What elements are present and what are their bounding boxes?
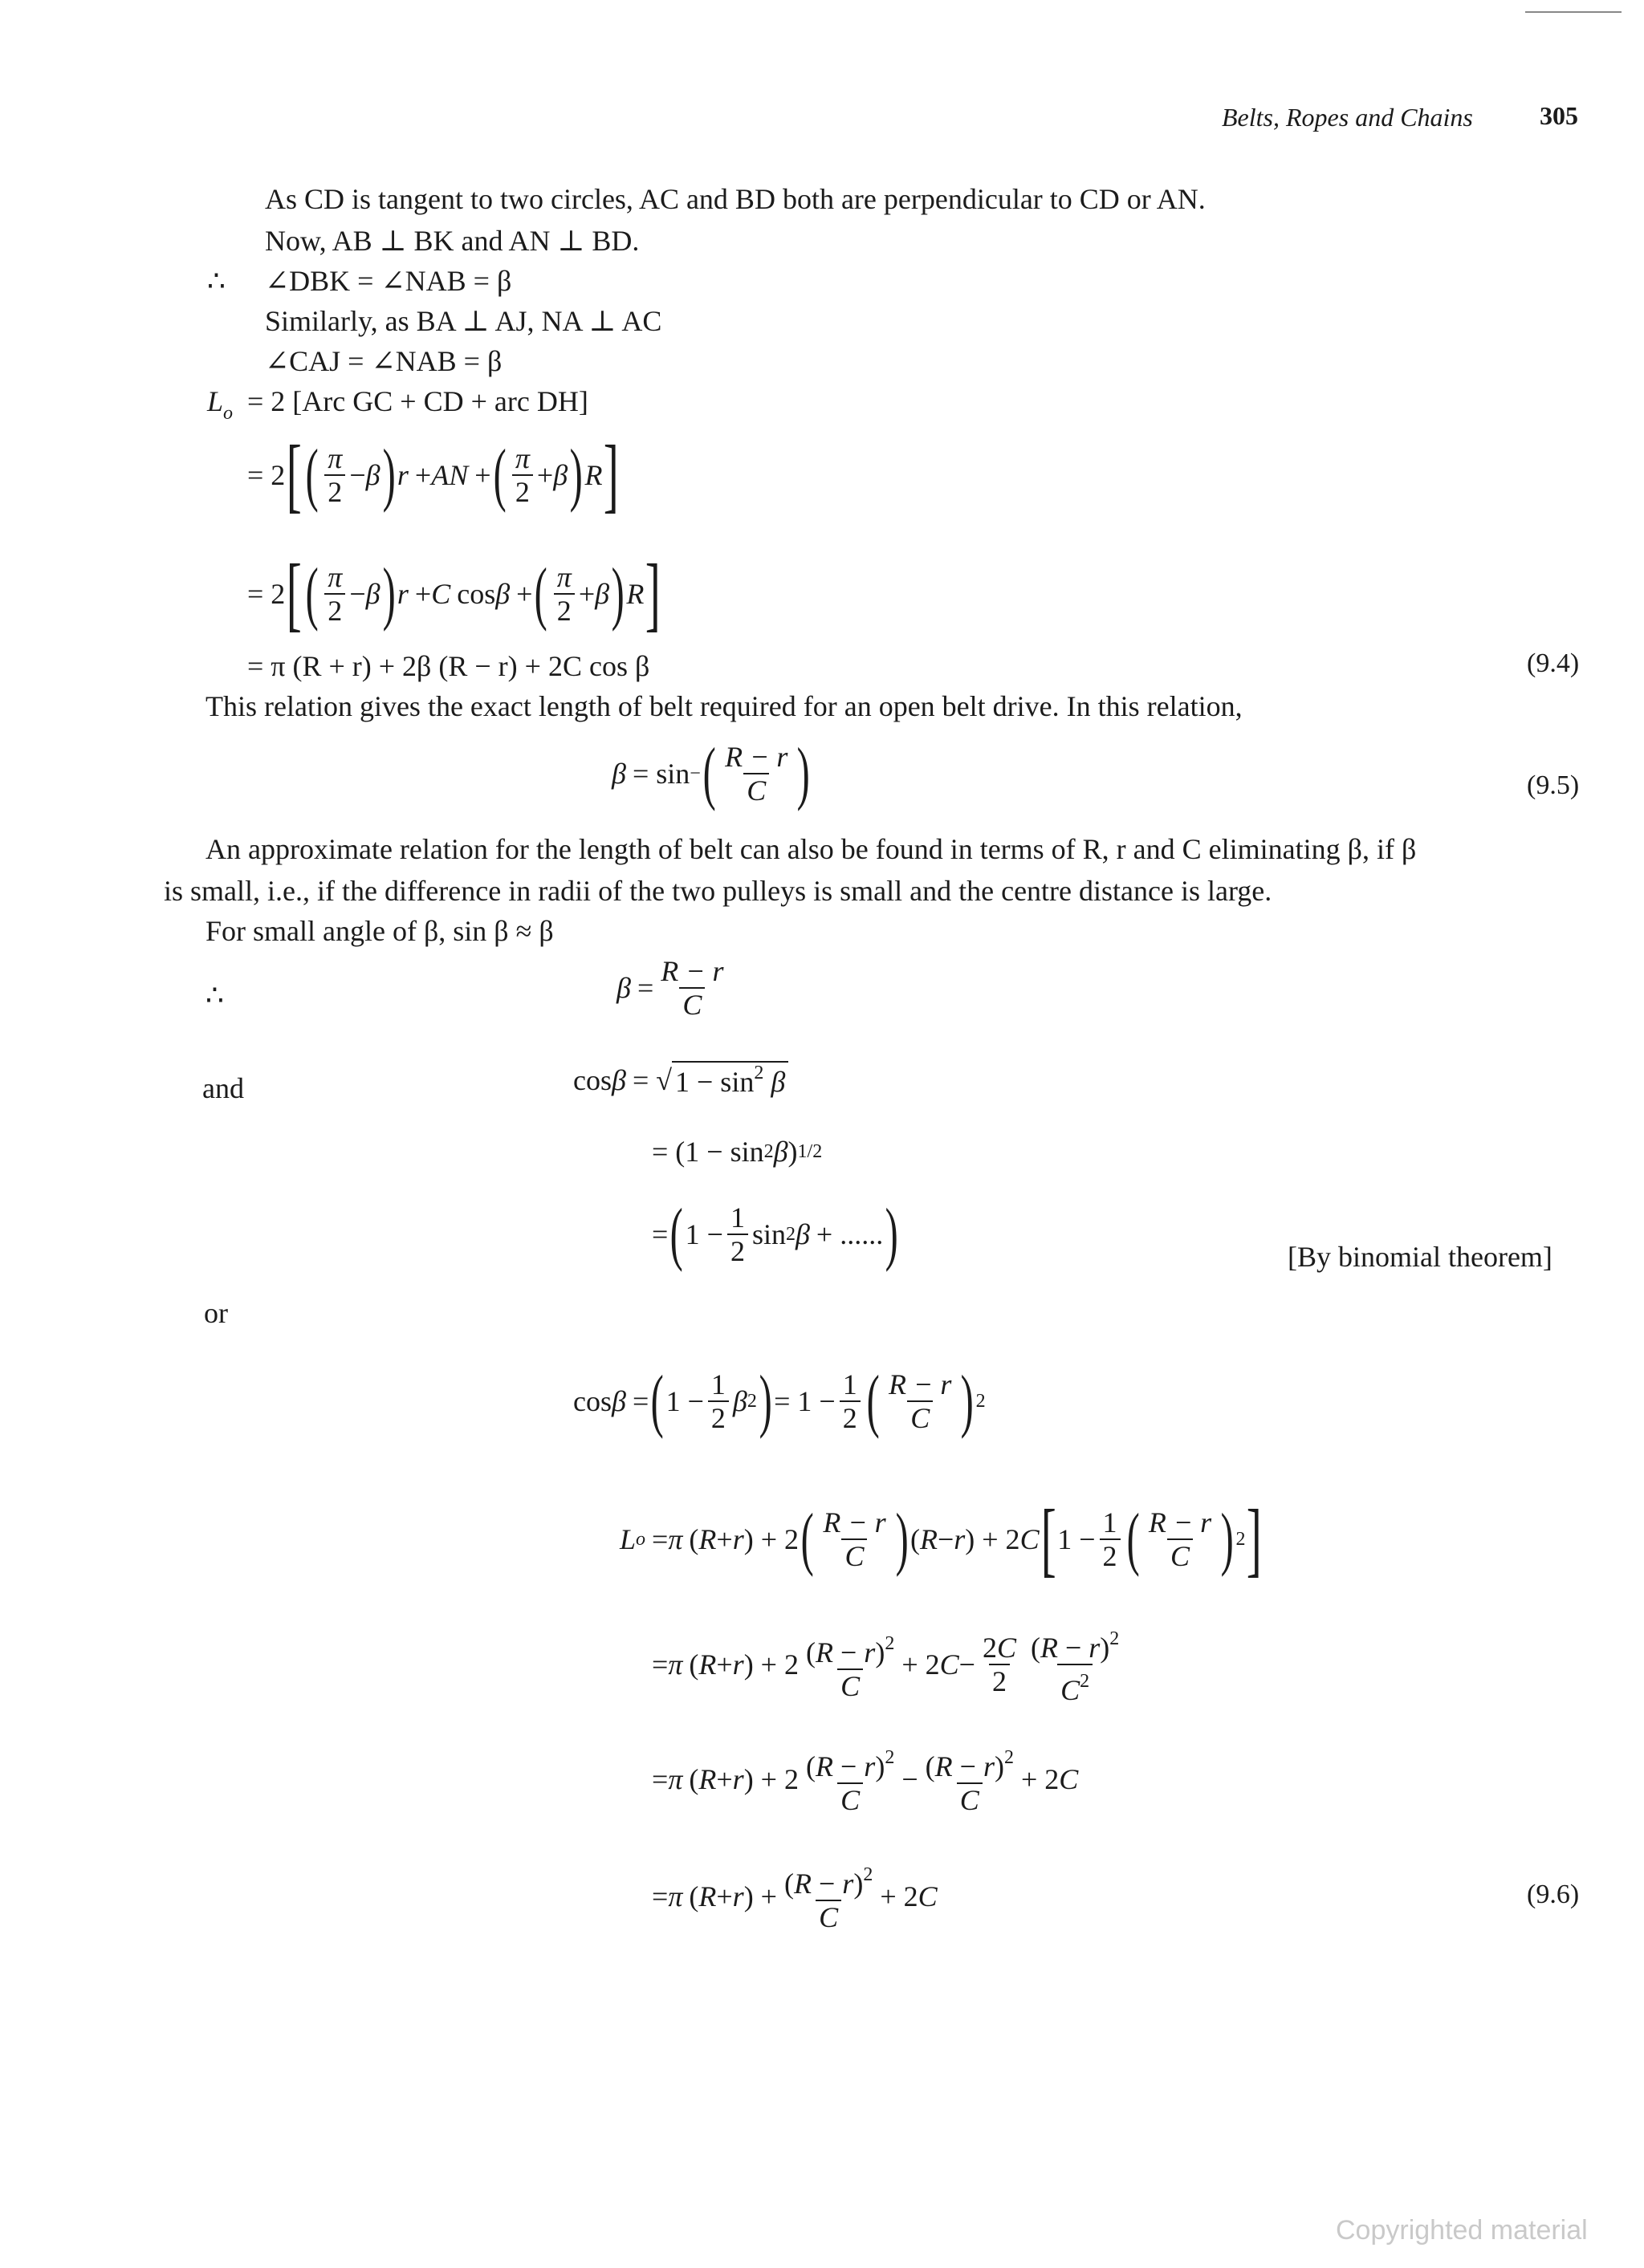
therefore-symbol: ∴: [207, 265, 226, 297]
copyright-watermark: Copyrighted material: [1336, 2215, 1588, 2246]
equation-binomial: = ( 1 − $\frac{1}{2}$ sin 2 β + ...... ): [652, 1195, 898, 1273]
equation-beta-approx: β = $\frac{R - r}{C}$: [616, 955, 724, 1021]
equation-Lo-step-2: = π ( R + r ) + 2 $\frac{(R - r)^2}{C}$ − $\frac{(R - r)^2}{C}$ + 2 C: [652, 1747, 1079, 1816]
equation-number-9-4: (9.4): [1527, 648, 1580, 678]
Lo-label: $L_o$: [207, 385, 234, 424]
paragraph-approx-line-2: is small, i.e., if the difference in radii of the two pulleys is small and the centre distance is large.: [164, 875, 1272, 907]
intro-line-5: ∠CAJ = ∠NAB = β: [265, 345, 503, 377]
equation-arc-expansion: = 2 [ ( $\frac{\pi}{2}$ − β ) r + AN + ( $\frac{\pi}{2}$ + β ) R ]: [247, 429, 620, 521]
equation-cos-approx: cos β = ( 1 − $\frac{1}{2}$ β 2 ) = 1 − $\frac{1}{2}$ ( $\frac{R - r}{C}$ ) 2: [573, 1362, 986, 1440]
page-number: 305: [1540, 101, 1578, 130]
intro-line-4: Similarly, as BA ⊥ AJ, NA ⊥ AC: [265, 305, 662, 337]
word-or: or: [204, 1297, 228, 1329]
intro-line-3: ∠DBK = ∠NAB = β: [265, 265, 512, 297]
intro-line-1: As CD is tangent to two circles, AC and BD both are perpendicular to CD or AN.: [265, 183, 1206, 215]
Lo-definition: = 2 [Arc GC + CD + arc DH]: [247, 385, 588, 417]
binomial-note: [By binomial theorem]: [1288, 1241, 1552, 1273]
word-and: and: [202, 1072, 244, 1104]
equation-number-9-5: (9.5): [1527, 770, 1580, 800]
equation-Lo-substituted: L o = π ( R + r ) + 2 ( $\frac{R - r}{C}$ ) ( R − r ) + 2 C [ 1 − $\frac{1}{2}$ ( $\frac{R - r}{C}$ ) 2 ]: [620, 1493, 1263, 1585]
paragraph-approx-line-1: An approximate relation for the length of belt can also be found in terms of R, r and C eliminating β, if β: [206, 833, 1417, 865]
running-header: Belts, Ropes and Chains: [1222, 103, 1473, 132]
equation-cos-sqrt: cos β = √ $1 - \sin^2 \beta$: [573, 1061, 788, 1099]
equation-9-5: β = sin − ( $\frac{R - r}{C}$ ): [612, 734, 811, 812]
intro-line-2: Now, AB ⊥ BK and AN ⊥ BD.: [265, 225, 640, 257]
equation-cos-expansion: = 2 [ ( $\frac{\pi}{2}$ − β ) r + C cos β + ( $\frac{\pi}{2}$ + β ) R ]: [247, 547, 661, 640]
small-angle-statement: For small angle of β, sin β ≈ β: [206, 915, 554, 947]
equation-9-4: = π (R + r) + 2β (R − r) + 2C cos β: [247, 650, 650, 682]
therefore-symbol-2: ∴: [206, 979, 224, 1011]
equation-Lo-step-1: = π ( R + r ) + 2 $\frac{(R - r)^2}{C}$ + 2 C − $\frac{2C}{2}$ $\frac{(R - r)^2}{C^2}$: [652, 1628, 1120, 1706]
equation-number-9-6: (9.6): [1527, 1880, 1580, 1909]
paragraph-exact-length: This relation gives the exact length of belt required for an open belt drive. In this relation,: [206, 690, 1243, 722]
equation-cos-power: = (1 − sin 2 β ) 1/2: [652, 1136, 823, 1168]
equation-9-6: = π ( R + r ) + $\frac{(R - r)^2}{C}$ + 2 C: [652, 1864, 938, 1933]
top-rule: [1525, 11, 1622, 13]
